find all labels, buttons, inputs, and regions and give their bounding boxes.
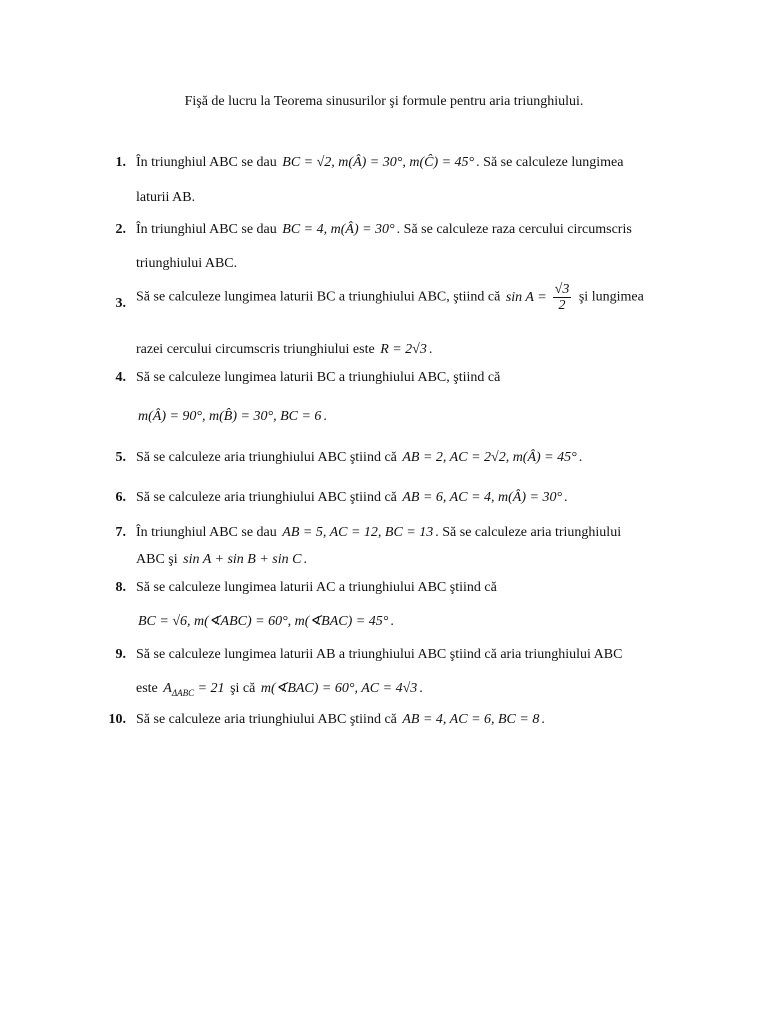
item-text: . (419, 681, 423, 696)
item-text: . (541, 712, 545, 727)
item-text: . (428, 342, 433, 357)
item-10-line-1 (136, 711, 545, 729)
item-text: Să se calculeze lungimea laturii AC a triunghiului ABC ştiind că (136, 580, 497, 595)
item-number: 9. (115, 647, 126, 662)
item-text: . Să se calculeze raza cercului circumscris (396, 222, 632, 237)
item-formula: R = 2√3 (380, 342, 427, 357)
item-number: 6. (115, 490, 126, 505)
item-formula: AB = 5, AC = 12, BC = 13 (282, 525, 434, 540)
item-1-line-1 (136, 154, 623, 172)
item-formula: BC = 4, m(Â) = 30° (282, 222, 395, 237)
item-text: Să se calculeze aria triunghiului ABC ştiind că (136, 490, 397, 505)
item-2-line-2 (136, 255, 237, 273)
item-number: 2. (115, 222, 126, 237)
item-formula: sin A = (505, 289, 547, 305)
item-number: 10. (108, 712, 126, 727)
item-7-line-1 (136, 524, 621, 542)
item-number: 4. (115, 370, 126, 385)
fraction (553, 282, 572, 313)
item-formula: AB = 6, AC = 4, m(Â) = 30° (402, 490, 563, 505)
fraction-denominator: 2 (558, 298, 566, 313)
area-value: = 21 (197, 681, 225, 696)
item-text: Să se calculeze lungimea laturii AB a triunghiului ABC ştiind că aria triunghiului ABC (136, 647, 623, 662)
item-text: ABC şi (136, 552, 178, 567)
item-9-line-1 (136, 646, 622, 664)
worksheet-title: Fişă de lucru la Teorema sinusurilor şi formule pentru aria triunghiului. (184, 94, 584, 109)
item-2-line-1 (136, 221, 632, 239)
item-3-line-1 (136, 282, 644, 313)
item-3-line-2 (136, 341, 432, 359)
item-8-line-2 (136, 613, 394, 631)
item-text: şi lungimea (578, 289, 644, 305)
item-text: laturii AB. (136, 190, 196, 205)
item-text: În triunghiul ABC se dau (136, 525, 277, 540)
item-7-line-2 (136, 551, 307, 569)
item-4-line-1 (136, 369, 500, 387)
area-subscript: ΔABC (171, 687, 195, 698)
item-text: este (136, 681, 158, 696)
item-formula: BC = √6, m(∢ABC) = 60°, m(∢BAC) = 45° (138, 614, 389, 629)
item-number: 7. (115, 525, 126, 540)
fraction-numerator: √3 (554, 282, 570, 297)
item-formula: m(∢BAC) = 60°, AC = 4√3 (260, 681, 418, 696)
item-text: Să se calculeze aria triunghiului ABC ştiind că (136, 712, 397, 727)
item-text: În triunghiul ABC se dau (136, 222, 277, 237)
item-formula: sin A + sin B + sin C (183, 552, 302, 567)
item-8-line-1 (136, 579, 497, 597)
item-text: . (390, 614, 394, 629)
item-number: 3. (115, 296, 126, 311)
item-text: . Să se calculeze lungimea (476, 155, 624, 170)
item-5-line-1 (136, 449, 582, 467)
item-text: . (303, 552, 307, 567)
item-4-line-2 (136, 408, 327, 426)
item-text: . (578, 450, 583, 465)
item-6-line-1 (136, 489, 568, 507)
item-9-line-2 (136, 680, 423, 702)
item-text: triunghiului ABC. (136, 256, 238, 271)
item-formula: m(Â) = 90°, m(B̂) = 30°, BC = 6 (138, 409, 322, 424)
item-text: Să se calculeze aria triunghiului ABC ştiind că (136, 450, 397, 465)
area-symbol: A (163, 681, 172, 696)
item-number: 5. (115, 450, 126, 465)
item-text: . (564, 490, 568, 505)
item-formula: AB = 2, AC = 2√2, m(Â) = 45° (402, 450, 577, 465)
item-text: şi că (230, 681, 256, 696)
item-text: razei cercului circumscris triunghiului este (136, 342, 375, 357)
item-1-line-2 (136, 189, 195, 207)
item-number: 1. (115, 155, 126, 170)
item-text: . (323, 409, 327, 424)
item-number: 8. (115, 580, 126, 595)
item-formula: AB = 4, AC = 6, BC = 8 (402, 712, 540, 727)
item-formula (163, 681, 224, 696)
item-formula: BC = √2, m(Â) = 30°, m(Ĉ) = 45° (282, 155, 475, 170)
item-text: . Să se calculeze aria triunghiului (435, 525, 622, 540)
item-text: Să se calculeze lungimea laturii BC a triunghiului ABC, ştiind că (136, 370, 501, 385)
item-text: Să se calculeze lungimea laturii BC a triunghiului ABC, ştiind că (136, 289, 501, 305)
item-text: În triunghiul ABC se dau (136, 155, 277, 170)
